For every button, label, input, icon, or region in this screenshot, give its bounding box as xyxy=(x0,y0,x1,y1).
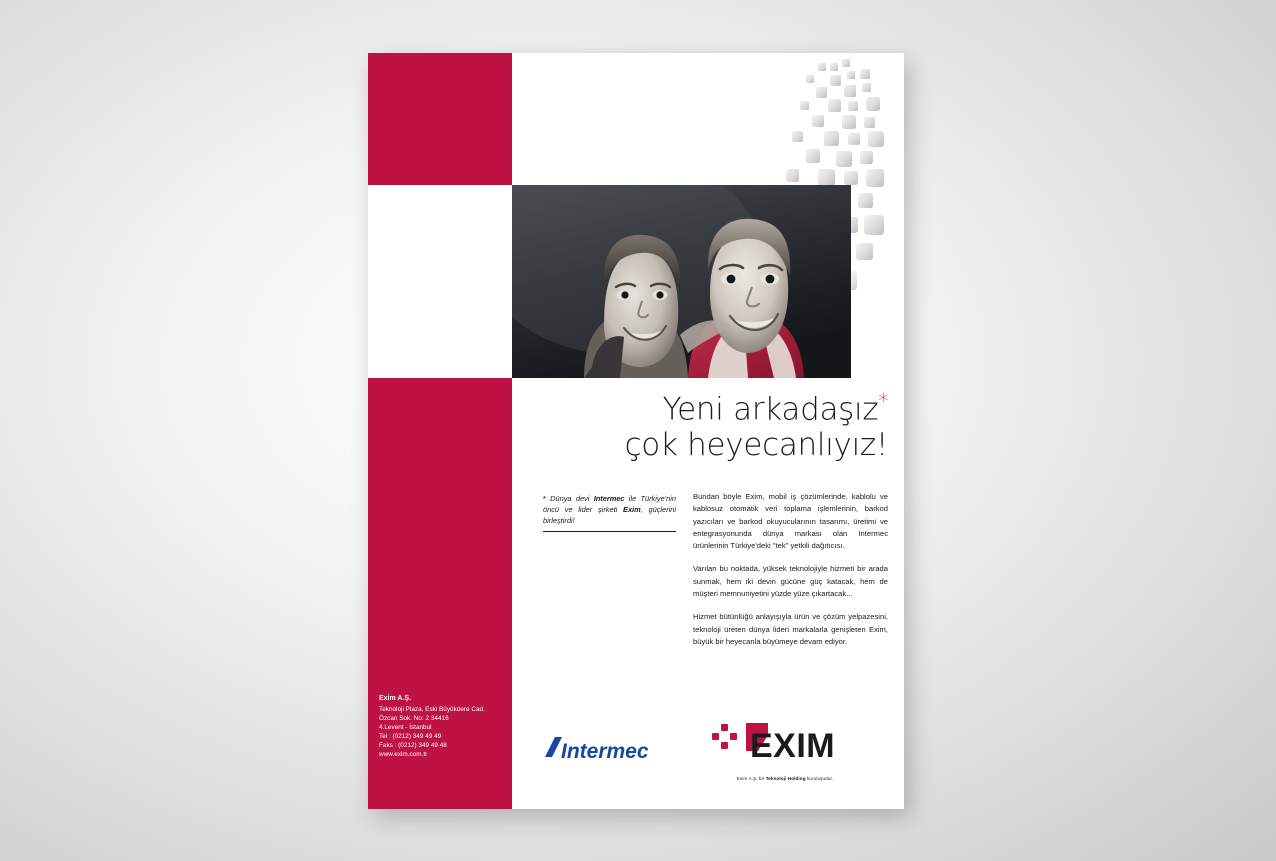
contact-block xyxy=(379,694,507,760)
exim-tagline-part-1: Exim A.Ş. bir xyxy=(736,776,766,781)
body-paragraph: Hizmet bütünlüğü anlayışıyla ürün ve çözüm yelpazesini, teknoloji üreten dünya lideri markalarla genişleten Exim, büyük bir heyecanla büyümeye devam ediyor. xyxy=(693,612,888,646)
footnote-part-3: , güçlerini birleştirdi! xyxy=(543,505,676,526)
white-block-top-right xyxy=(512,53,904,185)
photo-two-boys xyxy=(512,185,851,378)
footnote-brand-intermec: Intermec xyxy=(593,494,625,503)
contact-phone: Tel : (0212) 349 49 49 xyxy=(379,733,442,741)
footnote-column xyxy=(543,491,676,648)
contact-company: Exim A.Ş. xyxy=(379,695,412,702)
exim-logo xyxy=(706,717,864,779)
exim-tagline-part-2: kuruluşudur. xyxy=(805,776,834,781)
page-headline xyxy=(528,390,888,464)
contact-address-line-1: Teknoloji Plaza, Eski Büyükdere Cad. xyxy=(379,705,485,713)
footnote-text xyxy=(543,493,676,532)
body-paragraph: Bundan böyle Exim, mobil iş çözümlerinde, kablolu ve kablosuz otomatik veri toplama işlemlerinin, barkod yazıcıları ve barkod okuyucularının tasarımı, üretimi ve entegrasyonunda dünya markası olan Intermec ürünlerinin Türkiye'deki "tek" yetkili dağıtıcısı. xyxy=(693,492,888,551)
footnote-part-2: ile Türkiye'nin öncü ve lider şirketi xyxy=(543,494,676,515)
footnote-part-1: Dünya devi xyxy=(545,494,594,503)
headline-line-1: Yeni arkadaşız xyxy=(662,391,879,428)
svg-text:EXIM: EXIM xyxy=(750,727,836,765)
footnote-divider xyxy=(543,531,676,532)
red-block-top xyxy=(368,53,512,185)
exim-tagline xyxy=(706,776,864,781)
contact-fax: Faks : (0212) 349 49 48 xyxy=(379,742,447,750)
contact-website[interactable]: www.exim.com.tr xyxy=(379,751,428,759)
content-columns xyxy=(543,491,888,648)
exim-tagline-bold: Teknoloji Holding xyxy=(765,776,806,781)
headline-asterisk: * xyxy=(878,389,888,413)
white-block-middle xyxy=(368,185,512,378)
poster-document xyxy=(368,53,904,809)
footnote-asterisk: * xyxy=(543,494,546,503)
body-paragraph: Varılan bu noktada, yüksek teknolojiyle hizmeti bir arada sunmak, hem iki devin gücüne güç katacak, hem de müşteri memnuniyetini yüzde yüze çıkartacak... xyxy=(693,564,888,599)
footnote-brand-exim: Exim xyxy=(623,505,641,515)
body-column xyxy=(693,491,888,648)
headline-line-2: çok heyecanlıyız! xyxy=(624,427,888,464)
svg-text:Intermec: Intermec xyxy=(561,740,649,763)
intermec-logo xyxy=(543,735,678,765)
contact-address-line-2: Özcan Sok. No: 2 34416 xyxy=(379,715,449,723)
contact-address-line-3: 4.Levent - İstanbul xyxy=(379,724,432,732)
